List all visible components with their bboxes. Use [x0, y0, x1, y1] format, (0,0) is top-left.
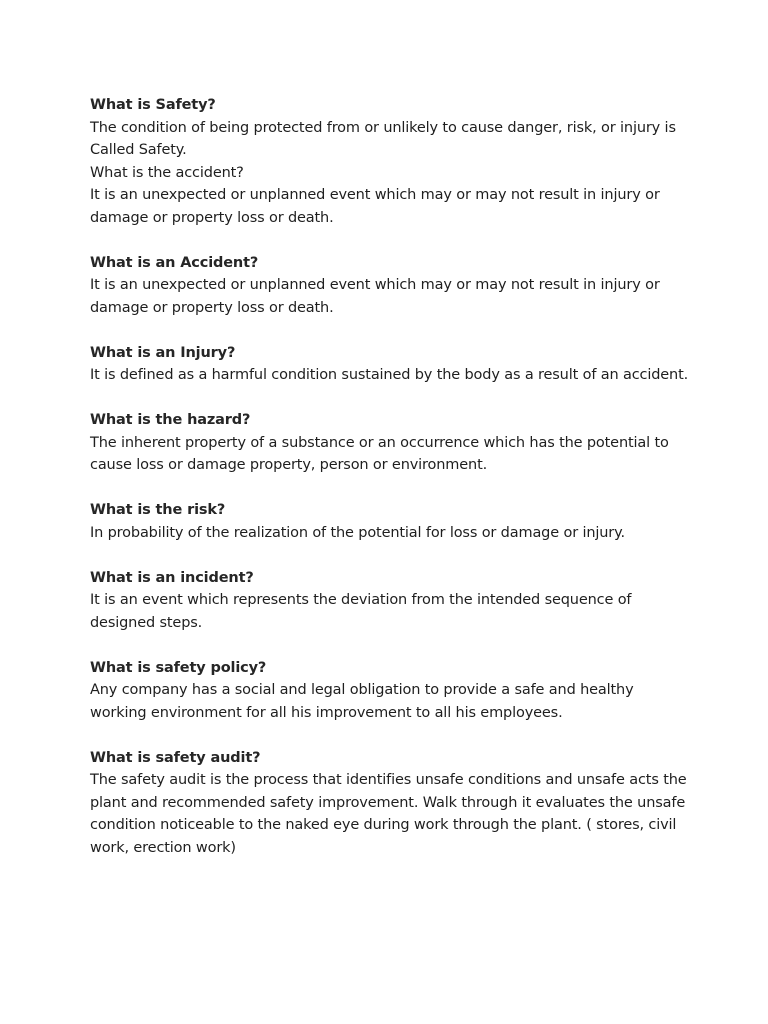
answer-text: It is defined as a harmful condition sustained by the body as a result of an accident. [90, 367, 689, 383]
answer-text: Any company has a social and legal obligation to provide a safe and healthy working environment for all his improvement to all his employees. [90, 682, 634, 721]
answer-text: It is an unexpected or unplanned event which may or may not result in injury or damage or property loss or death. [90, 277, 660, 316]
answer-text: It is an unexpected or unplanned event which may or may not result in injury or damage or property loss or death. [90, 187, 660, 226]
section-accident [90, 252, 690, 320]
question-heading: What is the hazard? [90, 412, 251, 428]
question-heading: What is an Injury? [90, 344, 236, 361]
answer-text: It is an event which represents the deviation from the intended sequence of designed steps. [90, 592, 632, 631]
section-safety-policy [90, 657, 690, 725]
section-hazard [90, 409, 690, 477]
question-text: What is the accident? [90, 164, 244, 181]
document-page [90, 94, 690, 882]
section-risk [90, 499, 690, 544]
answer-text: The condition of being protected from or unlikely to cause danger, risk, or injury is Called Safety. [90, 119, 676, 158]
answer-text: In probability of the realization of the potential for loss or damage or injury. [90, 524, 625, 541]
answer-text: The inherent property of a substance or an occurrence which has the potential to cause loss or damage property, person or environment. [90, 434, 669, 473]
question-heading: What is safety audit? [90, 749, 261, 766]
question-heading: What is an incident? [90, 569, 254, 586]
question-heading: What is an Accident? [90, 254, 259, 271]
question-heading: What is safety policy? [90, 659, 267, 676]
section-safety [90, 94, 690, 229]
question-heading: What is Safety? [90, 97, 216, 113]
section-incident [90, 567, 690, 635]
section-safety-audit [90, 747, 690, 860]
question-heading: What is the risk? [90, 502, 226, 518]
answer-text: The safety audit is the process that identifies unsafe conditions and unsafe acts the plant and recommended safety improvement. Walk through it evaluates the unsafe condition noticeable to the naked eye during work through the plant. ( stores, civil work, erection work) [90, 772, 687, 856]
section-injury [90, 342, 690, 387]
